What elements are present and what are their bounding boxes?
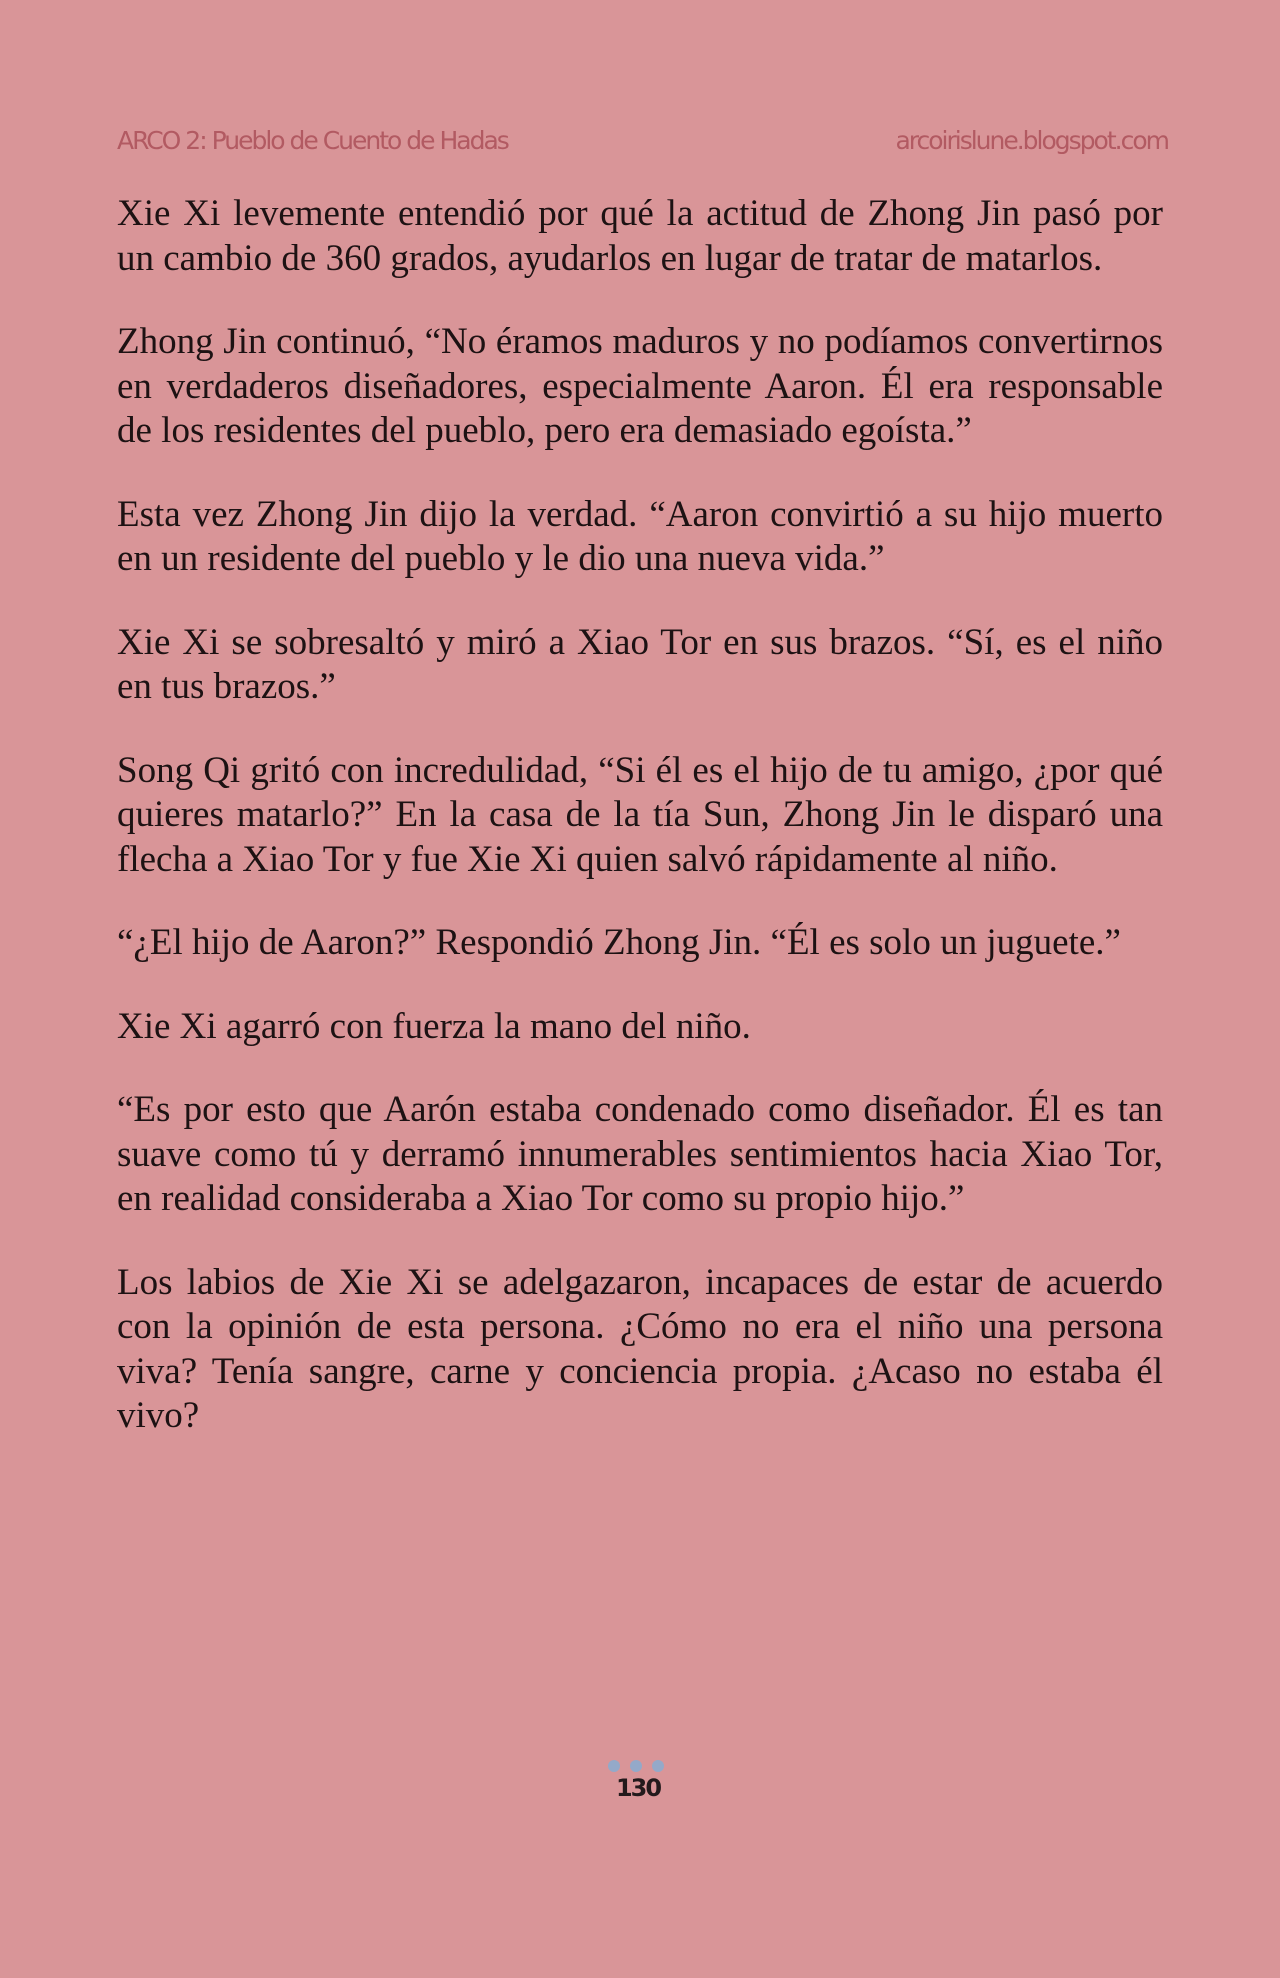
- paragraph: “Es por esto que Aarón estaba condenado como diseñador. Él es tan suave como tú y derramó innumerables sentimientos hacia Xiao Tor, en realidad consideraba a Xiao Tor como su propio hijo.”: [117, 1089, 1163, 1219]
- paragraph: Xie Xi agarró con fuerza la mano del niño.: [117, 1005, 751, 1047]
- book-title: ARCO 2: Pueblo de Cuento de Hadas: [117, 125, 508, 155]
- page-number: 130: [615, 1774, 661, 1802]
- paragraph: Zhong Jin continuó, “No éramos maduros y no podíamos convertirnos en verdaderos diseñadores, especialmente Aaron. Él era responsable de los residentes del pueblo, pero era demasiado egoísta.”: [117, 321, 1163, 451]
- page-footer: [0, 1760, 1280, 1802]
- paragraph: Esta vez Zhong Jin dijo la verdad. “Aaron convirtió a su hijo muerto en un residente del pueblo y le dio una nueva vida.”: [117, 493, 1163, 579]
- paragraph: Los labios de Xie Xi se adelgazaron, incapaces de estar de acuerdo con la opinión de esta persona. ¿Cómo no era el niño una persona viva? Tenía sangre, carne y conciencia propia. ¿Acaso no estaba él vivo?: [117, 1261, 1163, 1436]
- dot-icon: [652, 1760, 664, 1772]
- paragraph: Song Qi gritó con incredulidad, “Si él es el hijo de tu amigo, ¿por qué quieres matarlo?” En la casa de la tía Sun, Zhong Jin le disparó una flecha a Xiao Tor y fue Xie Xi quien salvó rápidamente al niño.: [117, 749, 1163, 880]
- paragraph: “¿El hijo de Aaron?” Respondió Zhong Jin. “Él es solo un juguete.”: [117, 922, 1121, 963]
- running-header: [117, 122, 1168, 158]
- dot-icon: [608, 1760, 620, 1772]
- decorative-dots: [0, 1760, 1280, 1772]
- dot-icon: [630, 1760, 642, 1772]
- paragraph: Xie Xi levemente entendió por qué la actitud de Zhong Jin pasó por un cambio de 360 grados, ayudarlos en lugar de tratar de matarlos.: [117, 193, 1163, 279]
- paragraph: Xie Xi se sobresaltó y miró a Xiao Tor en sus brazos. “Sí, es el niño en tus brazos.”: [117, 621, 1163, 707]
- site-url: arcoirislune.blogspot.com: [895, 125, 1168, 155]
- chapter-text: [117, 192, 1163, 1478]
